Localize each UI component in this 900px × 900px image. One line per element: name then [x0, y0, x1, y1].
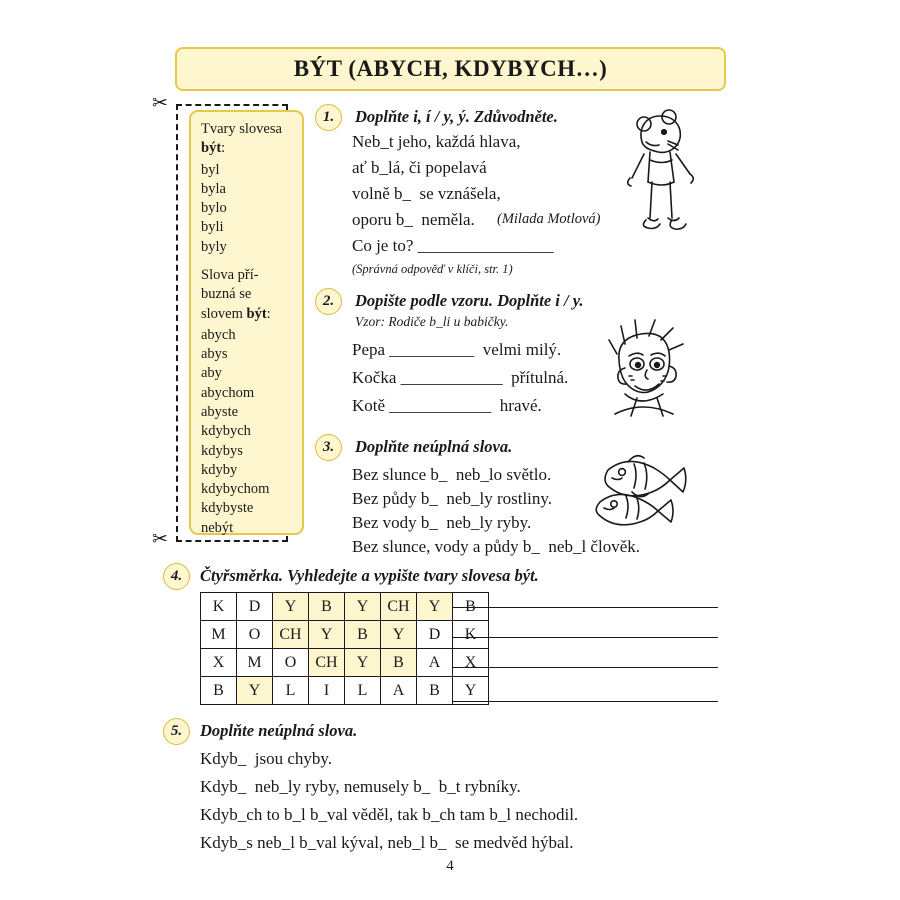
exercise-5-line: Kdyb_s neb_l b_val kýval, neb_l b_ se medvěd hýbal.	[200, 833, 574, 852]
exercise-5-line: Kdyb_ jsou chyby.	[200, 749, 333, 768]
exercise-3-line: Bez slunce b_ neb_lo světlo.	[352, 465, 552, 484]
grid-cell[interactable]: CH	[309, 649, 345, 677]
grid-cell[interactable]: L	[273, 677, 309, 705]
reference-related-item: kdybys	[201, 442, 243, 459]
exercise-2-sample: Vzor: Rodiče b_li u babičky.	[355, 314, 509, 329]
grid-cell[interactable]: K	[201, 593, 237, 621]
exercise-number-5: 5.	[163, 718, 190, 745]
exercise-number-4: 4.	[163, 563, 190, 590]
reference-form-item: byla	[201, 180, 226, 197]
boy-face-illustration	[595, 318, 691, 422]
reference-related-item: kdybyste	[201, 500, 254, 517]
exercise-1-key-note: (Správná odpověď v klíči, str. 1)	[352, 262, 513, 276]
exercise-3-line: Bez slunce, vody a půdy b_ neb_l člověk.	[352, 537, 640, 556]
reference-form-item: byl	[201, 161, 220, 178]
exercise-2-line: Pepa __________ velmi milý.	[352, 340, 562, 359]
scissors-icon: ✂	[152, 529, 168, 550]
grid-cell[interactable]: Y	[345, 593, 381, 621]
exercise-1-line: volně b_ se vznášela,	[352, 184, 501, 203]
grid-cell[interactable]: K	[453, 621, 489, 649]
reference-related-item: abychom	[201, 384, 255, 401]
exercise-2-line: Kočka ____________ přítulná.	[352, 368, 569, 387]
grid-cell[interactable]: CH	[381, 593, 417, 621]
grid-cell[interactable]: Y	[417, 593, 453, 621]
reference-form-item: bylo	[201, 200, 227, 217]
answer-line[interactable]	[452, 667, 718, 668]
grid-cell[interactable]: B	[417, 677, 453, 705]
grid-cell[interactable]: D	[417, 621, 453, 649]
word-search-grid	[200, 592, 489, 705]
reference-related-item: abych	[201, 326, 236, 343]
exercise-2-instruction: Dopište podle vzoru. Doplňte i / y.	[355, 291, 584, 310]
exercise-5-line: Kdyb_ch to b_l b_val věděl, tak b_ch tam b_l nechodil.	[200, 805, 579, 824]
reference-related-item: kdyby	[201, 461, 238, 478]
grid-cell[interactable]: A	[381, 677, 417, 705]
exercise-number-3: 3.	[315, 434, 342, 461]
reference-form-item: byly	[201, 238, 227, 255]
mouse-illustration	[620, 108, 700, 248]
grid-cell[interactable]: Y	[453, 677, 489, 705]
exercise-3-instruction: Doplňte neúplná slova.	[355, 437, 513, 456]
grid-cell[interactable]: O	[273, 649, 309, 677]
exercise-3-line: Bez vody b_ neb_ly ryby.	[352, 513, 532, 532]
reference-heading-1: Tvary slovesa být:	[201, 121, 282, 157]
grid-cell[interactable]: D	[237, 593, 273, 621]
grid-cell[interactable]: A	[417, 649, 453, 677]
reference-related-item: aby	[201, 365, 222, 382]
reference-related-item: nebýt	[201, 519, 234, 536]
scissors-icon: ✂	[152, 93, 168, 114]
grid-row	[201, 593, 489, 621]
reference-related-item: kdybych	[201, 423, 251, 440]
exercise-5-instruction: Doplňte neúplná slova.	[200, 721, 358, 740]
exercise-1-line: Neb_t jeho, každá hlava,	[352, 132, 521, 151]
reference-form-item: byli	[201, 219, 224, 236]
reference-spacer	[201, 257, 302, 266]
grid-cell[interactable]: O	[237, 621, 273, 649]
grid-cell[interactable]: L	[345, 677, 381, 705]
reference-heading-2: Slova pří- buzná se slovem být:	[201, 266, 271, 322]
grid-row	[201, 621, 489, 649]
grid-cell[interactable]: Y	[237, 677, 273, 705]
fish-illustration	[592, 446, 692, 528]
grid-cell[interactable]: B	[309, 593, 345, 621]
grid-row	[201, 649, 489, 677]
grid-cell[interactable]: B	[453, 593, 489, 621]
reference-related-item: abys	[201, 346, 228, 363]
exercise-5-line: Kdyb_ neb_ly ryby, nemusely b_ b_t rybníky.	[200, 777, 521, 796]
grid-row	[201, 677, 489, 705]
grammar-reference-box	[189, 110, 304, 535]
grid-cell[interactable]: Y	[309, 621, 345, 649]
page-number: 4	[446, 858, 454, 874]
reference-related-item: kdybychom	[201, 481, 270, 498]
grid-cell[interactable]: Y	[273, 593, 309, 621]
page-title: BÝT (ABYCH, KDYBYCH…)	[293, 56, 608, 81]
grid-cell[interactable]: Y	[381, 621, 417, 649]
exercise-1-instruction: Doplňte i, í / y, ý. Zdůvodněte.	[355, 107, 558, 126]
grid-cell[interactable]: B	[381, 649, 417, 677]
exercise-3-line: Bez půdy b_ neb_ly rostliny.	[352, 489, 553, 508]
exercise-1-author: (Milada Motlová)	[497, 211, 601, 227]
grid-cell[interactable]: B	[201, 677, 237, 705]
exercise-number-1: 1.	[315, 104, 342, 131]
answer-line[interactable]	[452, 607, 718, 608]
exercise-1-line: oporu b_ neměla.	[352, 210, 475, 229]
grid-cell[interactable]: X	[201, 649, 237, 677]
grid-cell[interactable]: I	[309, 677, 345, 705]
exercise-1-line: ať b_lá, či popelavá	[352, 158, 487, 177]
grid-cell[interactable]: M	[237, 649, 273, 677]
page-title-banner	[175, 47, 726, 91]
exercise-1-question: Co je to? ________________	[352, 236, 554, 255]
exercise-4-instruction: Čtyřsměrka. Vyhledejte a vypište tvary slovesa být.	[200, 566, 539, 585]
grid-cell[interactable]: Y	[345, 649, 381, 677]
answer-line[interactable]	[452, 701, 718, 702]
grid-cell[interactable]: X	[453, 649, 489, 677]
reference-related-item: abyste	[201, 403, 239, 420]
grid-cell[interactable]: M	[201, 621, 237, 649]
grid-cell[interactable]: B	[345, 621, 381, 649]
exercise-2-line: Kotě ____________ hravé.	[352, 396, 542, 415]
grid-cell[interactable]: CH	[273, 621, 309, 649]
exercise-number-2: 2.	[315, 288, 342, 315]
answer-line[interactable]	[452, 637, 718, 638]
